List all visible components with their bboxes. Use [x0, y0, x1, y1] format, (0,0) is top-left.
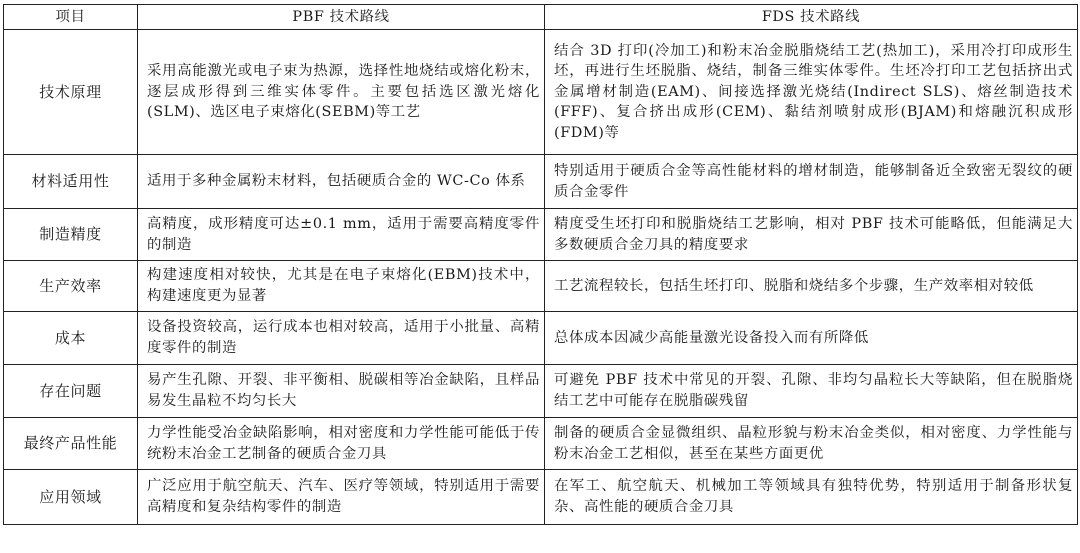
- fds-cell: [545, 312, 1078, 365]
- fds-cell-text: 总体成本因减少高能量激光设备投入而有所降低: [554, 329, 869, 346]
- header-pbf-route: PBF 技术路线: [138, 5, 545, 30]
- fds-cell-text: 工艺流程较长，包括生坯打印、脱脂和烧结多个步骤，生产效率相对较低: [554, 277, 1034, 294]
- row-label: 最终产品性能: [4, 418, 138, 470]
- pbf-cell: [138, 418, 545, 470]
- row-label: 材料适用性: [4, 155, 138, 209]
- table-row: [4, 418, 1078, 470]
- row-label: 生产效率: [4, 261, 138, 312]
- pbf-cell: [138, 312, 545, 365]
- row-label: 存在问题: [4, 365, 138, 418]
- pbf-cell-text: 易产生孔隙、开裂、非平衡相、脱碳相等冶金缺陷，且样品易发生晶粒不均匀长大: [147, 372, 540, 409]
- row-label: 制造精度: [4, 209, 138, 261]
- pbf-cell-text: 采用高能激光或电子束为热源，选择性地烧结或熔化粉末，逐层成形得到三维实体零件。主要包括选区激光熔化(SLM)、选区电子束熔化(SEBM)等工艺: [147, 63, 540, 121]
- fds-cell: [545, 155, 1078, 209]
- row-label: 技术原理: [4, 30, 138, 155]
- table-row: [4, 312, 1078, 365]
- pbf-cell-text: 广泛应用于航空航天、汽车、医疗等领域，特别适用于需要高精度和复杂结构零件的制造: [147, 478, 540, 515]
- row-label: 成本: [4, 312, 138, 365]
- fds-cell: [545, 365, 1078, 418]
- table-row: [4, 209, 1078, 261]
- pbf-cell-text: 构建速度相对较快，尤其是在电子束熔化(EBM)技术中，构建速度更为显著: [147, 267, 540, 304]
- fds-cell: [545, 261, 1078, 312]
- table-header-row: [4, 5, 1078, 30]
- fds-cell: [545, 470, 1078, 525]
- pbf-cell-text: 高精度，成形精度可达±0.1 mm，适用于需要高精度零件的制造: [147, 215, 540, 253]
- pbf-cell: [138, 209, 545, 261]
- pbf-cell-text: 适用于多种金属粉末材料，包括硬质合金的 WC-Co 体系: [147, 173, 526, 190]
- fds-cell-text: 结合 3D 打印(冷加工)和粉末冶金脱脂烧结工艺(热加工)，采用冷打印成形生坯，再进行生坯脱脂、烧结，制备三维实体零件。生坯冷打印工艺包括挤出式金属增材制造(EAM)、间接选择激光烧结(Indirect SLS)、熔丝制造技术(FFF)、复合挤出成形(CEM)、黏结剂喷射成形(BJAM)和熔融沉积成形(FDM)等: [554, 42, 1073, 141]
- pbf-cell: [138, 155, 545, 209]
- pbf-cell: [138, 261, 545, 312]
- table-row: [4, 261, 1078, 312]
- fds-cell-text: 可避免 PBF 技术中常见的开裂、孔隙、非均匀晶粒长大等缺陷，但在脱脂烧结工艺中可能存在脱脂碳残留: [554, 372, 1073, 409]
- comparison-table: [3, 4, 1078, 525]
- table-row: [4, 30, 1078, 155]
- fds-cell: [545, 209, 1078, 261]
- pbf-cell: [138, 30, 545, 155]
- comparison-table-container: [3, 4, 1077, 551]
- pbf-cell-text: 设备投资较高，运行成本也相对较高，适用于小批量、高精度零件的制造: [147, 319, 540, 356]
- fds-cell: [545, 418, 1078, 470]
- table-row: [4, 470, 1078, 525]
- pbf-cell: [138, 470, 545, 525]
- fds-cell-text: 精度受生坯打印和脱脂烧结工艺影响，相对 PBF 技术可能略低，但能满足大多数硬质合金刀具的精度要求: [554, 215, 1073, 253]
- fds-cell-text: 在军工、航空航天、机械加工等领域具有独特优势，特别适用于制备形状复杂、高性能的硬质合金刀具: [554, 478, 1073, 515]
- header-item: 项目: [4, 5, 138, 30]
- table-row: [4, 365, 1078, 418]
- header-fds-route: FDS 技术路线: [545, 5, 1078, 30]
- pbf-cell-text: 力学性能受冶金缺陷影响，相对密度和力学性能可能低于传统粉末冶金工艺制备的硬质合金刀具: [147, 424, 540, 462]
- fds-cell-text: 制备的硬质合金显微组织、晶粒形貌与粉末冶金类似，相对密度、力学性能与粉末冶金工艺相似，甚至在某些方面更优: [554, 424, 1073, 462]
- pbf-cell: [138, 365, 545, 418]
- fds-cell: [545, 30, 1078, 155]
- fds-cell-text: 特别适用于硬质合金等高性能材料的增材制造，能够制备近全致密无裂纹的硬质合金零件: [554, 162, 1073, 200]
- table-row: [4, 155, 1078, 209]
- row-label: 应用领域: [4, 470, 138, 525]
